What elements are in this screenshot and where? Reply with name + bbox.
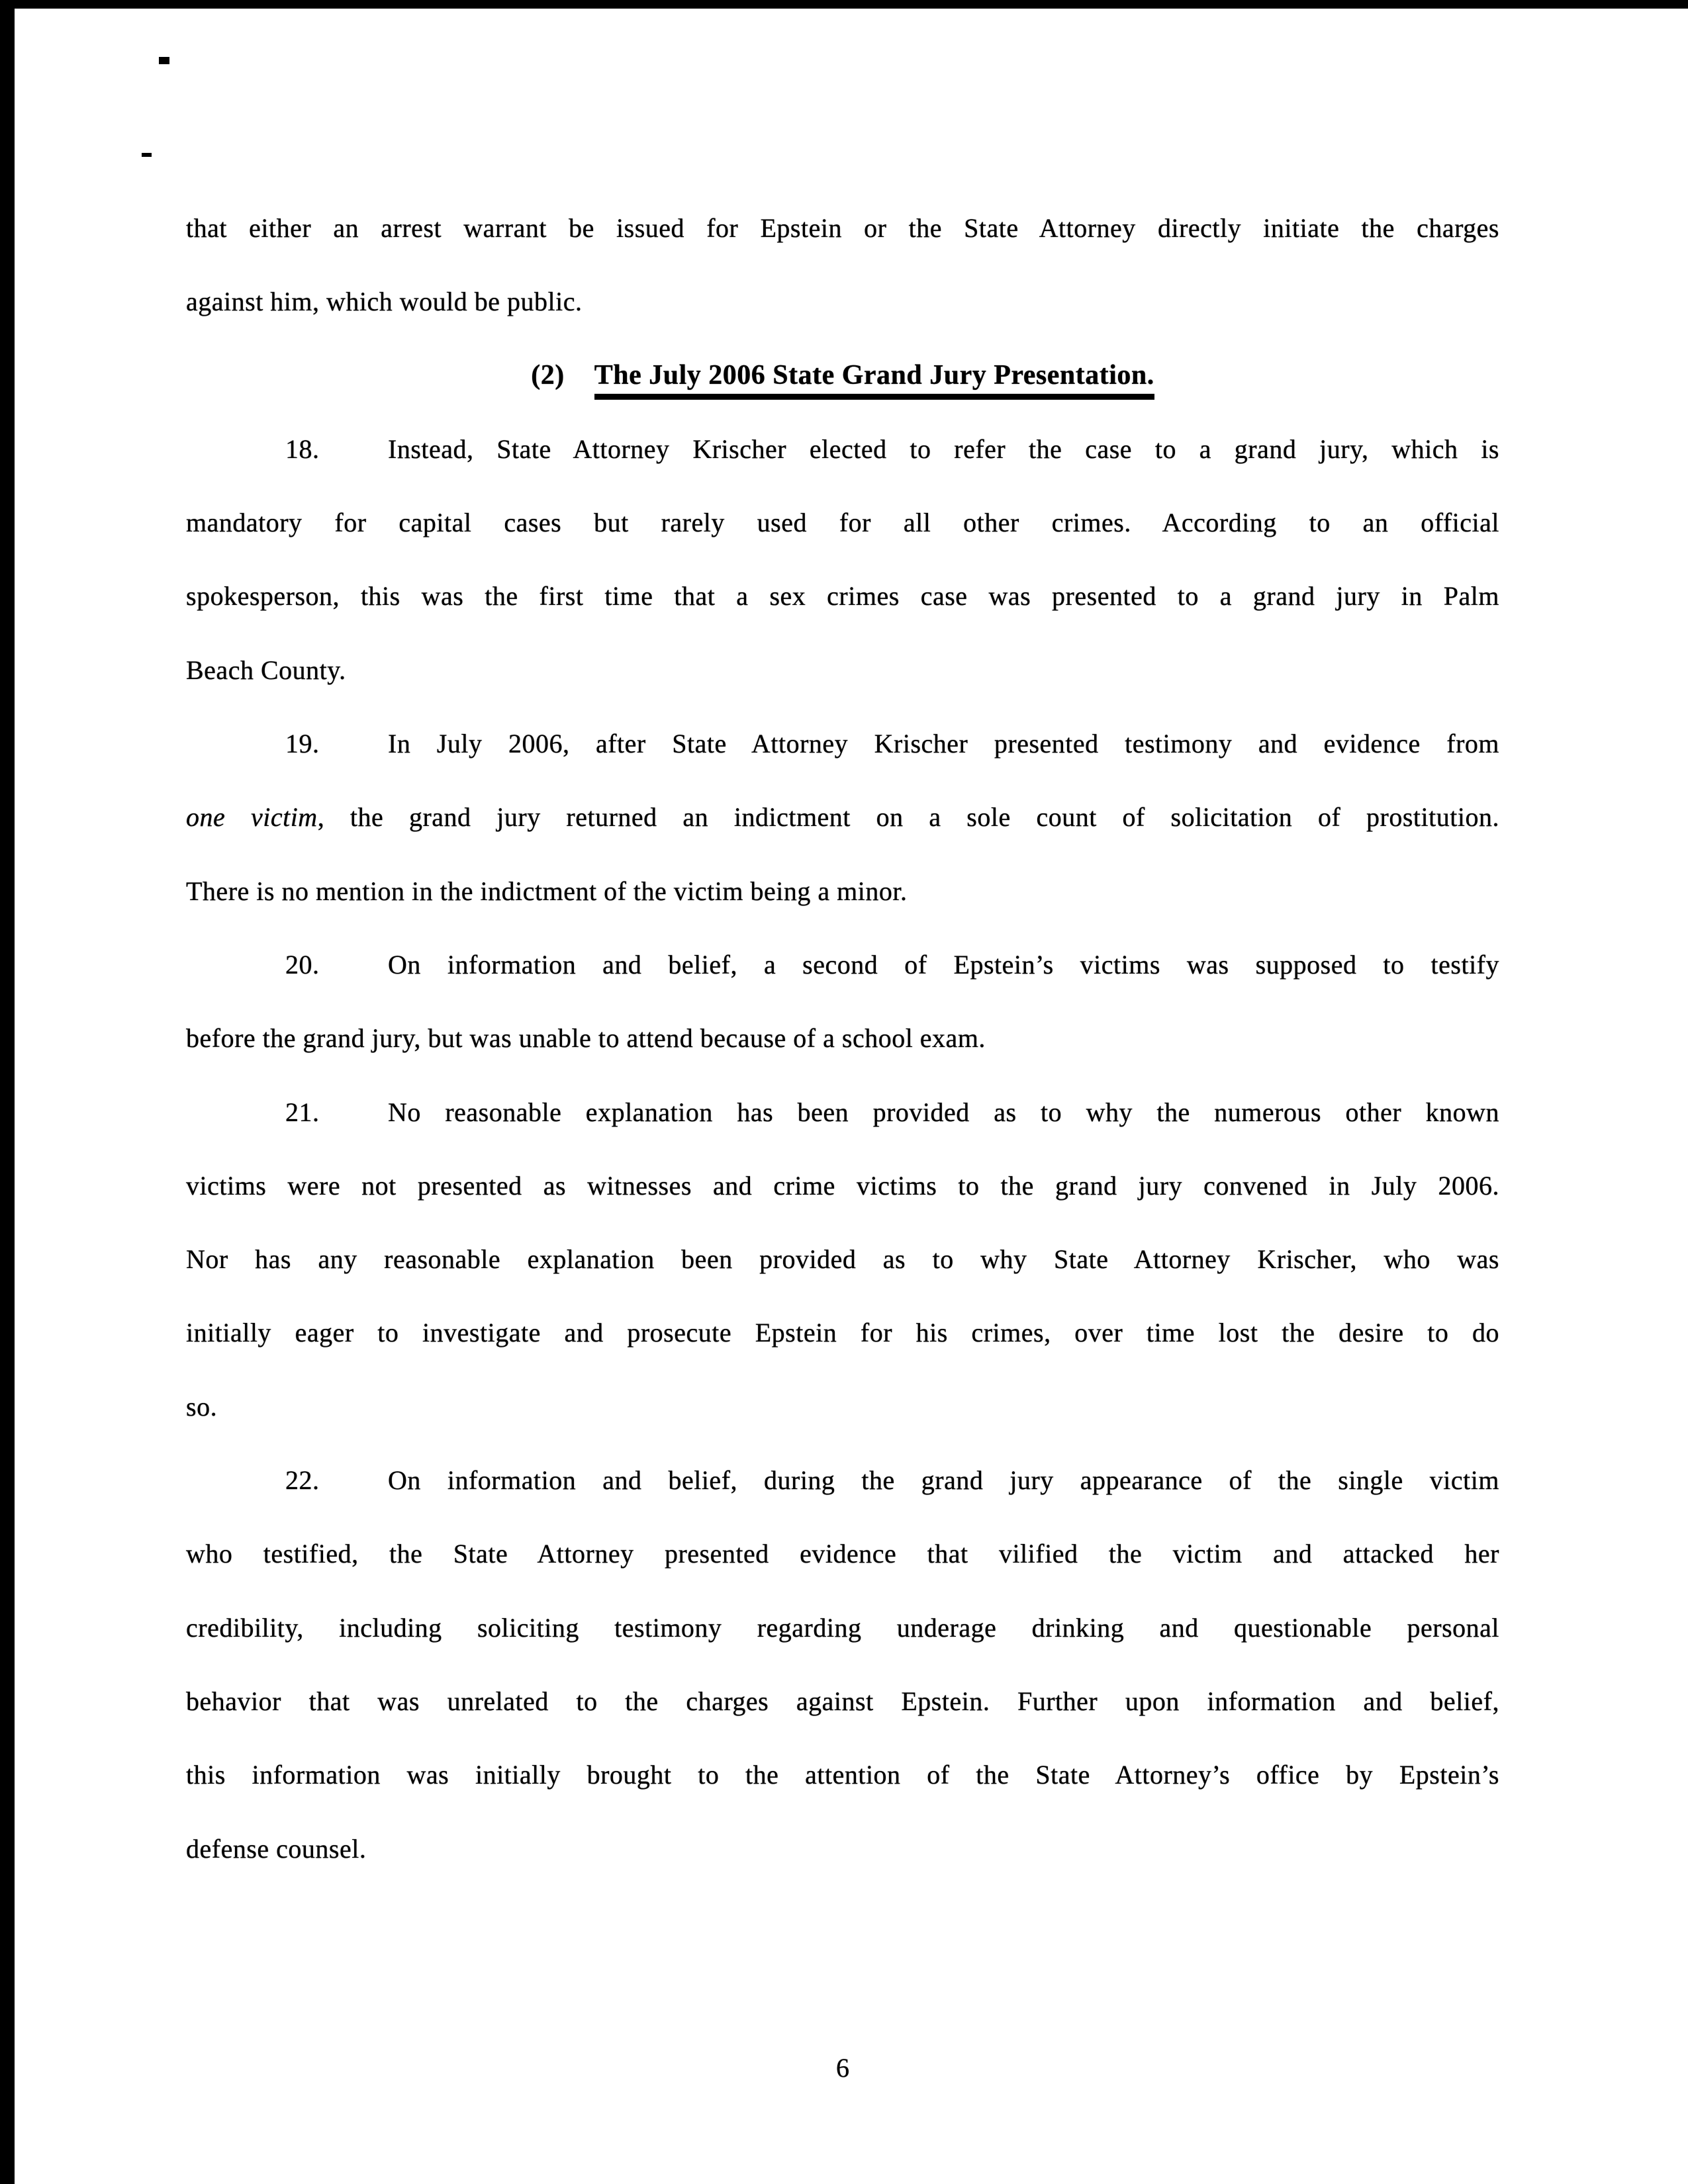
- document-lines: [186, 191, 1499, 1886]
- body-text: On information and belief, a second of Epstein’s victims was supposed to testify: [388, 949, 1499, 979]
- document-line: [186, 1001, 1499, 1075]
- body-text: mandatory for capital cases but rarely used for all other crimes. According to an official: [186, 508, 1499, 538]
- body-text: so.: [186, 1391, 218, 1422]
- heading-number: (2): [531, 359, 565, 390]
- paragraph-number: 19.: [285, 729, 320, 759]
- body-text: this information was initially brought to the attention of the State Attorney’s office by Epstein’s: [186, 1760, 1499, 1790]
- body-text: before the grand jury, but was unable to attend because of a school exam.: [186, 1023, 986, 1054]
- section-heading-line: [186, 339, 1499, 412]
- document-line: [186, 1149, 1499, 1222]
- document-line: [186, 1370, 1499, 1443]
- document-line: [186, 1812, 1499, 1886]
- document-line: [186, 1664, 1499, 1738]
- body-text: credibility, including soliciting testimony regarding underage drinking and questionable personal: [186, 1612, 1499, 1643]
- body-text: On information and belief, during the grand jury appearance of the single victim: [388, 1465, 1499, 1496]
- body-text: Nor has any reasonable explanation been provided as to why State Attorney Krischer, who was: [186, 1244, 1499, 1275]
- body-text: Instead, State Attorney Krischer elected to refer the case to a grand jury, which is: [388, 433, 1499, 464]
- document-line: [186, 633, 1499, 707]
- body-text: victims were not presented as witnesses and crime victims to the grand jury convened in July 2006.: [186, 1170, 1499, 1201]
- body-text: who testified, the State Attorney presented evidence that vilified the victim and attacked her: [186, 1539, 1499, 1569]
- scan-artifact-top-bar: [0, 0, 1688, 9]
- document-line: [186, 854, 1499, 928]
- scan-artifact-speck-1: [159, 57, 169, 64]
- document-line: [186, 412, 1499, 486]
- italic-text: one victim: [186, 802, 318, 833]
- document-line: [186, 1443, 1499, 1517]
- paragraph-number: 21.: [285, 1097, 320, 1127]
- body-text: defense counsel.: [186, 1833, 367, 1864]
- heading-title: The July 2006 State Grand Jury Presentation.: [594, 360, 1154, 400]
- scan-artifact-left-bar: [0, 0, 15, 2184]
- body-text: that either an arrest warrant be issued for Epstein or the State Attorney directly initiate the charges: [186, 213, 1499, 243]
- document-line: [186, 1296, 1499, 1369]
- document-line: [186, 780, 1499, 854]
- paragraph-number: 18.: [285, 433, 320, 464]
- document-line: [186, 928, 1499, 1001]
- document-line: [186, 707, 1499, 780]
- document-line: [186, 1517, 1499, 1590]
- paragraph-number: 22.: [285, 1465, 320, 1496]
- body-text: Beach County.: [186, 655, 346, 685]
- body-text: behavior that was unrelated to the charges against Epstein. Further upon information and belief,: [186, 1686, 1499, 1716]
- body-text: , the grand jury returned an indictment on a sole count of solicitation of prostitution.: [317, 802, 1499, 833]
- body-text: There is no mention in the indictment of the victim being a minor.: [186, 876, 908, 906]
- document-line: [186, 1075, 1499, 1149]
- document-line: [186, 486, 1499, 559]
- document-line: [186, 559, 1499, 633]
- page-number: 6: [836, 2053, 849, 2083]
- document-line: [186, 191, 1499, 265]
- document-line: [186, 1222, 1499, 1296]
- body-text: In July 2006, after State Attorney Krischer presented testimony and evidence from: [388, 729, 1499, 759]
- document-line: [186, 265, 1499, 338]
- scan-artifact-speck-2: [142, 153, 152, 157]
- document-line: [186, 1738, 1499, 1811]
- body-text: against him, which would be public.: [186, 287, 583, 317]
- body-text: No reasonable explanation has been provided as to why the numerous other known: [388, 1097, 1499, 1127]
- document-line: [186, 1591, 1499, 1664]
- body-text: spokesperson, this was the first time that a sex crimes case was presented to a grand jury in Palm: [186, 581, 1499, 612]
- paragraph-number: 20.: [285, 949, 320, 979]
- body-text: initially eager to investigate and prosecute Epstein for his crimes, over time lost the desire to do: [186, 1318, 1499, 1348]
